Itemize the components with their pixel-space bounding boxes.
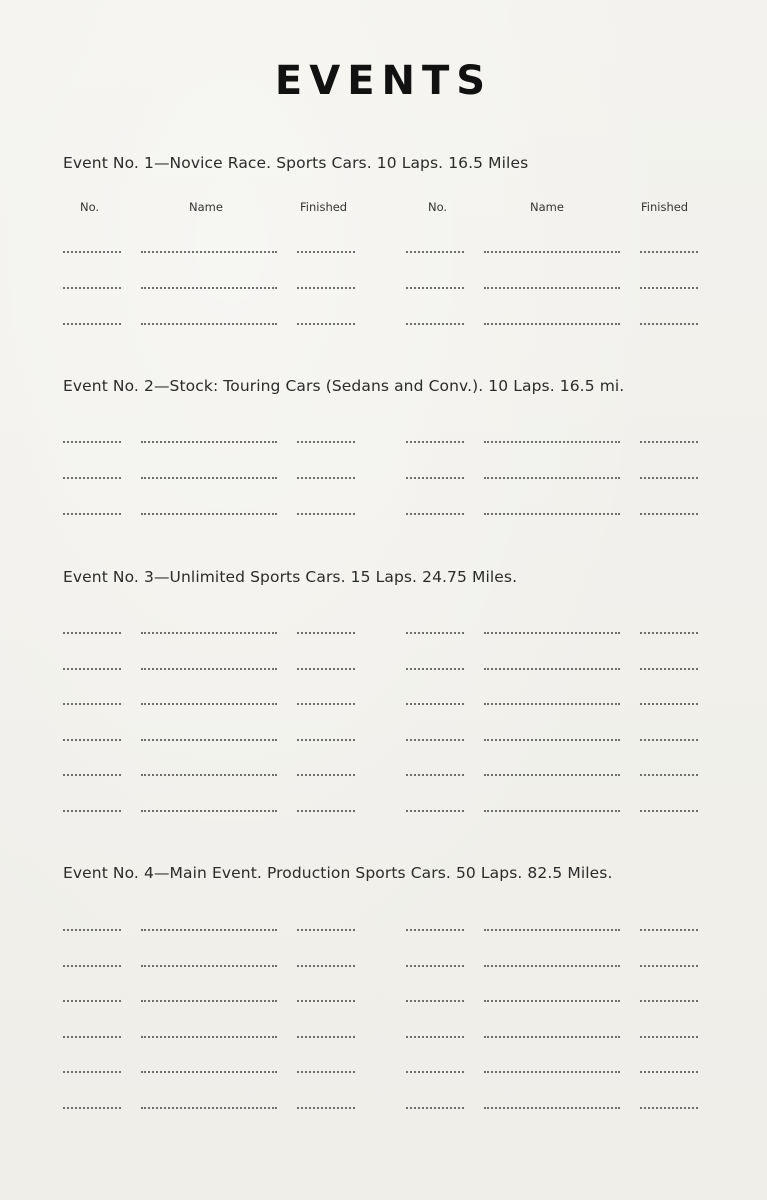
blank-no-right-line [406,1071,464,1073]
blank-name-right-line [484,929,620,931]
column-header-name-left: Name [189,200,223,214]
blank-no-left-line [63,1107,121,1109]
entry-row [0,287,767,291]
blank-no-right-line [406,774,464,776]
blank-finished-right-line [640,810,698,812]
entry-row [0,477,767,481]
blank-no-left-line [63,632,121,634]
column-header-finished-left: Finished [300,200,348,214]
blank-finished-left-line [297,632,355,634]
blank-name-right-line [484,810,620,812]
blank-finished-left-line [297,513,355,515]
blank-finished-right-line [640,668,698,670]
blank-name-left-line [141,632,277,634]
blank-finished-left-line [297,1071,355,1073]
entry-row [0,251,767,255]
blank-finished-right-line [640,441,698,443]
blank-finished-right-line [640,323,698,325]
blank-name-right-line [484,1000,620,1002]
entry-row [0,774,767,778]
blank-no-left-line [63,703,121,705]
blank-no-right-line [406,810,464,812]
blank-no-left-line [63,323,121,325]
blank-name-left-line [141,810,277,812]
event-4-heading: Event No. 4—Main Event. Production Sports Cars. 50 Laps. 82.5 Miles. [63,864,613,882]
blank-name-right-line [484,1036,620,1038]
blank-no-left-line [63,441,121,443]
blank-finished-right-line [640,632,698,634]
blank-name-left-line [141,441,277,443]
blank-name-right-line [484,513,620,515]
blank-no-left-line [63,287,121,289]
blank-finished-left-line [297,323,355,325]
column-header-no-left: No. [80,200,100,214]
blank-name-right-line [484,1071,620,1073]
blank-finished-right-line [640,1071,698,1073]
blank-name-left-line [141,1071,277,1073]
blank-name-right-line [484,965,620,967]
blank-name-left-line [141,739,277,741]
page-title: EVENTS [274,58,493,104]
blank-finished-right-line [640,1036,698,1038]
blank-name-left-line [141,251,277,253]
blank-finished-right-line [640,287,698,289]
blank-no-right-line [406,441,464,443]
entry-row [0,703,767,707]
blank-no-right-line [406,323,464,325]
blank-name-left-line [141,323,277,325]
blank-finished-left-line [297,739,355,741]
entry-row [0,1071,767,1075]
entry-row [0,1036,767,1040]
blank-no-right-line [406,632,464,634]
blank-finished-right-line [640,1107,698,1109]
blank-no-right-line [406,703,464,705]
blank-no-left-line [63,1071,121,1073]
blank-finished-left-line [297,441,355,443]
entry-row [0,965,767,969]
blank-no-right-line [406,477,464,479]
blank-no-left-line [63,810,121,812]
entry-row [0,739,767,743]
blank-no-right-line [406,965,464,967]
blank-finished-left-line [297,287,355,289]
blank-no-right-line [406,287,464,289]
blank-name-right-line [484,287,620,289]
blank-name-left-line [141,703,277,705]
column-header-name-right: Name [530,200,564,214]
blank-no-right-line [406,251,464,253]
event-2-heading: Event No. 2—Stock: Touring Cars (Sedans and Conv.). 10 Laps. 16.5 mi. [63,377,625,395]
blank-name-right-line [484,323,620,325]
entry-row [0,668,767,672]
blank-no-right-line [406,513,464,515]
blank-finished-right-line [640,965,698,967]
entry-row [0,513,767,517]
blank-finished-right-line [640,251,698,253]
blank-no-left-line [63,477,121,479]
blank-name-left-line [141,287,277,289]
blank-name-left-line [141,774,277,776]
blank-finished-left-line [297,965,355,967]
blank-name-right-line [484,739,620,741]
blank-name-left-line [141,1107,277,1109]
blank-no-left-line [63,668,121,670]
blank-name-left-line [141,929,277,931]
blank-no-left-line [63,251,121,253]
blank-name-left-line [141,1036,277,1038]
entry-row [0,810,767,814]
blank-finished-right-line [640,477,698,479]
blank-finished-left-line [297,477,355,479]
blank-name-left-line [141,1000,277,1002]
blank-no-right-line [406,1000,464,1002]
blank-name-right-line [484,441,620,443]
blank-name-right-line [484,703,620,705]
entry-row [0,632,767,636]
entry-row [0,323,767,327]
column-header-no-right: No. [428,200,448,214]
blank-finished-left-line [297,929,355,931]
blank-finished-left-line [297,1000,355,1002]
blank-no-right-line [406,1107,464,1109]
blank-no-left-line [63,739,121,741]
blank-name-right-line [484,668,620,670]
blank-finished-right-line [640,774,698,776]
blank-name-right-line [484,774,620,776]
blank-finished-right-line [640,1000,698,1002]
blank-no-left-line [63,513,121,515]
blank-finished-left-line [297,668,355,670]
blank-name-right-line [484,251,620,253]
blank-finished-right-line [640,739,698,741]
blank-finished-right-line [640,703,698,705]
column-headers [0,200,767,218]
event-1-heading: Event No. 1—Novice Race. Sports Cars. 10 Laps. 16.5 Miles [63,154,529,172]
entry-row [0,1107,767,1111]
blank-name-left-line [141,513,277,515]
blank-name-left-line [141,477,277,479]
blank-name-left-line [141,965,277,967]
entry-row [0,929,767,933]
blank-no-left-line [63,1036,121,1038]
blank-name-right-line [484,632,620,634]
blank-finished-left-line [297,810,355,812]
column-header-finished-right: Finished [641,200,689,214]
blank-no-right-line [406,668,464,670]
blank-name-right-line [484,1107,620,1109]
blank-no-left-line [63,774,121,776]
blank-no-left-line [63,1000,121,1002]
blank-finished-left-line [297,1107,355,1109]
blank-no-right-line [406,1036,464,1038]
blank-finished-left-line [297,251,355,253]
blank-finished-left-line [297,1036,355,1038]
blank-no-right-line [406,929,464,931]
entry-row [0,1000,767,1004]
entry-row [0,441,767,445]
blank-name-left-line [141,668,277,670]
blank-name-right-line [484,477,620,479]
blank-no-left-line [63,965,121,967]
event-3-heading: Event No. 3—Unlimited Sports Cars. 15 Laps. 24.75 Miles. [63,568,518,586]
blank-finished-right-line [640,929,698,931]
blank-finished-left-line [297,774,355,776]
blank-finished-left-line [297,703,355,705]
blank-no-right-line [406,739,464,741]
blank-no-left-line [63,929,121,931]
blank-finished-right-line [640,513,698,515]
